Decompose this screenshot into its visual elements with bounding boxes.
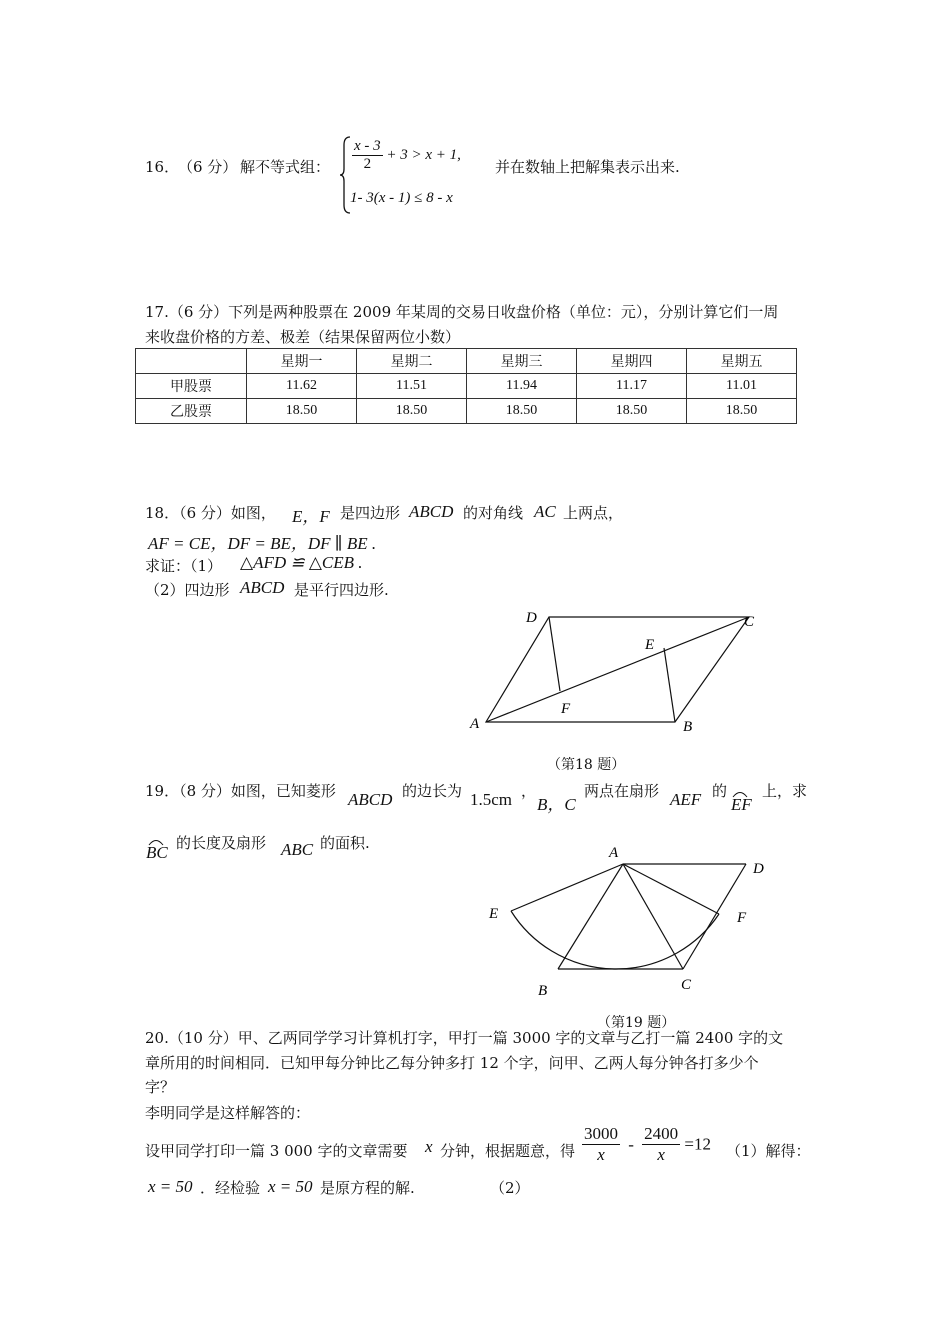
q20-check-text: ．经检验: [200, 1179, 261, 1197]
q18-mid: 是四边形: [340, 504, 401, 522]
q18-end: 上两点，: [563, 504, 624, 522]
table-cell: 11.17: [577, 374, 687, 399]
q19-caption: （第19 题）: [597, 1015, 676, 1031]
stock-price-table: [135, 348, 797, 424]
label-f: F: [737, 910, 747, 926]
q16-inequality-2: 1- 3(x - 1) ≤ 8 - x: [350, 190, 453, 206]
q19-side: 1.5cm: [470, 790, 513, 809]
q19-line2-b: 的面积.: [320, 834, 370, 852]
table-cell: 乙股票: [136, 399, 247, 424]
q20-equation: [582, 1124, 711, 1165]
q20-eq: =12: [684, 1134, 712, 1154]
table-header-cell: [136, 349, 247, 374]
q19-line2-a: 的长度及扇形: [176, 834, 267, 852]
q16-inequality-1: [352, 138, 461, 173]
q18-points: E，F: [292, 507, 330, 526]
table-header-cell: 星期三: [467, 349, 577, 374]
q20-fraction-2: [642, 1124, 680, 1165]
diagonal-ac: [486, 617, 749, 722]
label-e: E: [645, 637, 655, 653]
q19-end: 上，求: [762, 782, 808, 800]
table-row: [136, 374, 797, 399]
q19-rhombus: ABCD: [348, 790, 393, 809]
q19-comma: ，: [521, 782, 537, 800]
q18-proof2-quad: ABCD: [240, 578, 285, 597]
label-f: F: [561, 701, 571, 717]
q16-frac-denominator: 2: [363, 156, 372, 172]
q16-score: （6 分）: [178, 158, 238, 176]
table-cell: 18.50: [247, 399, 357, 424]
q20-fraction-1: [582, 1124, 620, 1165]
table-header-cell: 星期四: [577, 349, 687, 374]
label-b: B: [538, 983, 548, 999]
table-cell: 11.51: [357, 374, 467, 399]
q19-sector: AEF: [670, 790, 702, 809]
q20-conclusion: 是原方程的解.: [320, 1179, 415, 1197]
label-d: D: [753, 861, 764, 877]
label-e: E: [489, 906, 499, 922]
table-cell: 11.94: [467, 374, 577, 399]
q19-of-text: 的: [712, 782, 728, 800]
q17-line-2: 来收盘价格的方差、极差（结果保留两位小数）: [145, 328, 461, 346]
table-cell: 18.50: [357, 399, 467, 424]
q20-line-3: 字？: [145, 1078, 176, 1096]
q16-fraction: [352, 138, 383, 173]
q18-mid2: 的对角线: [463, 504, 524, 522]
table-cell: 18.50: [687, 399, 797, 424]
table-header-cell: 星期二: [357, 349, 467, 374]
table-cell: 18.50: [467, 399, 577, 424]
q18-proof1: △AFD ≌ △CEB .: [240, 553, 363, 572]
q16-ineq1-rest: + 3 > x + 1,: [386, 146, 461, 163]
label-c: C: [744, 614, 755, 630]
table-header-row: [136, 349, 797, 374]
q19-sector2: ABC: [281, 840, 314, 859]
q19-on-text: 两点在扇形: [584, 782, 660, 800]
q18-intro: 18．（6 分）如图，: [145, 504, 276, 522]
q19-arc-ef: EF: [731, 795, 752, 814]
q20-tag-1: （1）解得：: [726, 1142, 811, 1160]
q20-line-1: 20.（10 分）甲、乙两同学学习计算机打字，甲打一篇 3000 字的文章与乙打一篇 2400 字的文: [145, 1029, 784, 1047]
radius-ae: [511, 864, 623, 911]
q18-quad: ABCD: [409, 502, 454, 521]
q19-side-text: 的边长为: [402, 782, 463, 800]
q20-frac1-num: 3000: [584, 1124, 618, 1143]
q16-frac-numerator: x - 3: [354, 138, 381, 154]
label-b: B: [683, 719, 693, 735]
table-cell: 11.62: [247, 374, 357, 399]
q18-conditions: AF = CE，DF = BE，DF ∥ BE .: [148, 534, 377, 553]
q20-minus: -: [628, 1134, 634, 1154]
q18-diag: AC: [534, 502, 556, 521]
label-a: A: [609, 845, 619, 861]
q20-line-5b: 分钟，根据题意，得: [440, 1142, 576, 1160]
q19-intro: 19．（8 分）如图，已知菱形: [145, 782, 336, 800]
q18-proof2-label: （2）四边形: [145, 581, 230, 599]
q20-line-4: 李明同学是这样解答的：: [145, 1104, 311, 1122]
q20-frac2-den: x: [657, 1145, 665, 1164]
q16-suffix: 并在数轴上把解集表示出来.: [495, 158, 680, 176]
q17-line-1: 17.（6 分）下列是两种股票在 2009 年某周的交易日收盘价格（单位：元），分别计算它们一周: [145, 303, 779, 321]
q18-proof2-end: 是平行四边形.: [294, 581, 389, 599]
table-cell: 18.50: [577, 399, 687, 424]
q20-frac2-num: 2400: [644, 1124, 679, 1143]
q19-figure: [480, 840, 780, 1010]
q20-frac1-den: x: [597, 1145, 605, 1164]
q18-figure: [460, 600, 780, 745]
label-c: C: [681, 977, 692, 993]
q16-number: 16．: [145, 158, 180, 176]
table-header-cell: 星期一: [247, 349, 357, 374]
label-a: A: [470, 716, 480, 732]
q16-prompt: 解不等式组：: [240, 158, 331, 176]
segment-be: [664, 648, 675, 722]
q18-caption: （第18 题）: [547, 757, 626, 773]
side-ab: [558, 864, 623, 969]
q20-solution-2: x = 50: [268, 1177, 313, 1196]
q20-var-x: x: [425, 1137, 433, 1156]
table-header-cell: 星期五: [687, 349, 797, 374]
q19-points: B，C: [537, 795, 576, 814]
q19-arc-bc: BC: [146, 843, 168, 862]
segment-df: [549, 617, 560, 691]
table-cell: 11.01: [687, 374, 797, 399]
q20-line-5a: 设甲同学打印一篇 3 000 字的文章需要: [145, 1142, 408, 1160]
q18-proof1-label: 求证：（1）: [145, 557, 223, 575]
table-row: [136, 399, 797, 424]
label-d: D: [526, 610, 537, 626]
table-cell: 甲股票: [136, 374, 247, 399]
q20-solution: x = 50: [148, 1177, 193, 1196]
q20-line-2: 章所用的时间相同．已知甲每分钟比乙每分钟多打 12 个字，问甲、乙两人每分钟各打多少个: [145, 1054, 759, 1072]
q20-tag-2: （2）: [490, 1179, 530, 1197]
